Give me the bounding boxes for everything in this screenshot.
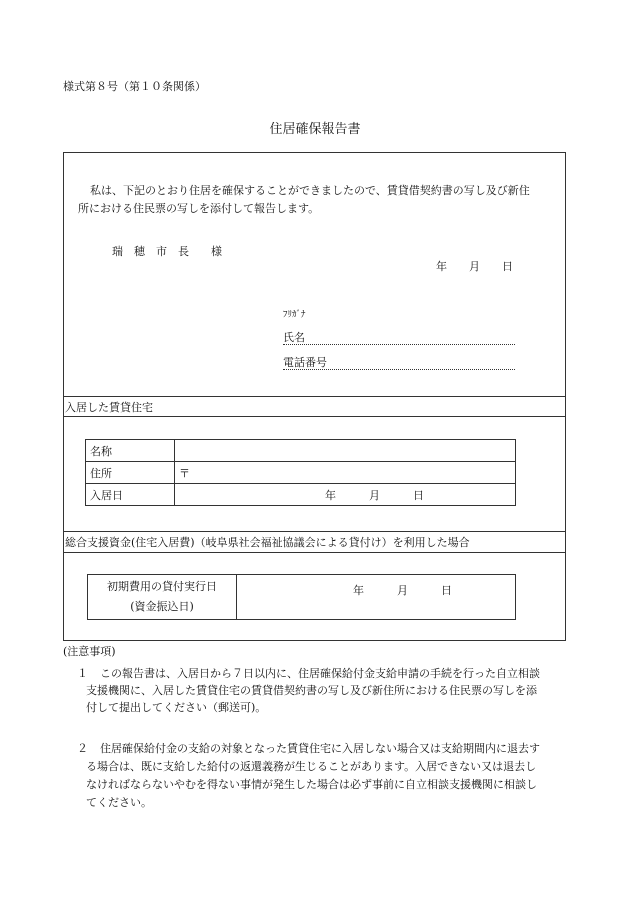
note-1-line-2: 支援機関に、入居した賃貸住宅の賃貸借契約書の写し及び新住所における住民票の写しを添 (86, 684, 537, 697)
loan-date-label (88, 575, 237, 620)
loan-table (87, 574, 516, 620)
move-in-date-label: 入居日 (86, 484, 175, 506)
housing-address-value[interactable]: 〒 (175, 462, 516, 484)
note-2-line-2: る場合は、既に支給した給付の返還義務が生じることがあります。入居できない又は退去し (86, 760, 537, 773)
table-row (86, 440, 516, 462)
note-2-line-4: てください。 (86, 796, 152, 809)
note-1-line-1: この報告書は、入居日から７日以内に、住居確保給付金支給申請の手続を行った自立相談 (100, 667, 540, 680)
loan-date-label-line2: (資金振込日) (130, 600, 194, 613)
section-divider (63, 531, 566, 532)
housing-name-label: 名称 (86, 440, 175, 462)
move-in-date-value[interactable]: 年 月 日 (175, 484, 516, 506)
note-number-1: １ (77, 667, 88, 680)
loan-section-label: 総合支援資金(住宅入居費)（岐阜県社会福祉協議会による貸付け）を利用した場合 (65, 536, 470, 549)
housing-name-value[interactable] (175, 440, 516, 462)
table-row (88, 575, 516, 620)
housing-table (85, 439, 516, 506)
loan-date-label-line1: 初期費用の貸付実行日 (107, 580, 217, 593)
housing-address-label: 住所 (86, 462, 175, 484)
section-divider (63, 416, 566, 417)
notes-heading: (注意事項) (63, 645, 116, 658)
phone-field[interactable] (283, 369, 515, 370)
note-2-line-3: なければならないやむを得ない事情が発生した場合は必ず事前に自立相談支援機関に相談し (86, 778, 537, 791)
intro-line-2: 所における住民票の写しを添付して報告します。 (78, 202, 320, 215)
name-label: 氏名 (283, 331, 305, 344)
note-1-line-3: 付して提出してください（郵送可)。 (86, 701, 267, 714)
housing-section-label: 入居した賃貸住宅 (65, 401, 153, 414)
section-divider (63, 396, 566, 397)
intro-line-1: 私は、下記のとおり住居を確保することができましたので、賃貸借契約書の写し及び新住 (90, 184, 530, 197)
table-row (86, 462, 516, 484)
page-title: 住居確保報告書 (269, 122, 361, 137)
note-2-line-1: 住居確保給付金の支給の対象となった賃貸住宅に入居しない場合又は支給期間内に退去す (100, 742, 540, 755)
phone-label: 電話番号 (283, 356, 327, 369)
section-divider (63, 552, 566, 553)
form-number: 様式第８号（第１０条関係） (63, 80, 206, 93)
table-row (86, 484, 516, 506)
furigana-label: ﾌﾘｶﾞﾅ (283, 310, 306, 320)
name-field[interactable] (283, 344, 515, 345)
note-number-2: ２ (77, 742, 88, 755)
addressee: 瑞 穂 市 長 様 (112, 245, 222, 258)
report-date: 年 月 日 (436, 260, 513, 273)
loan-date-value[interactable]: 年 月 日 (237, 575, 516, 620)
